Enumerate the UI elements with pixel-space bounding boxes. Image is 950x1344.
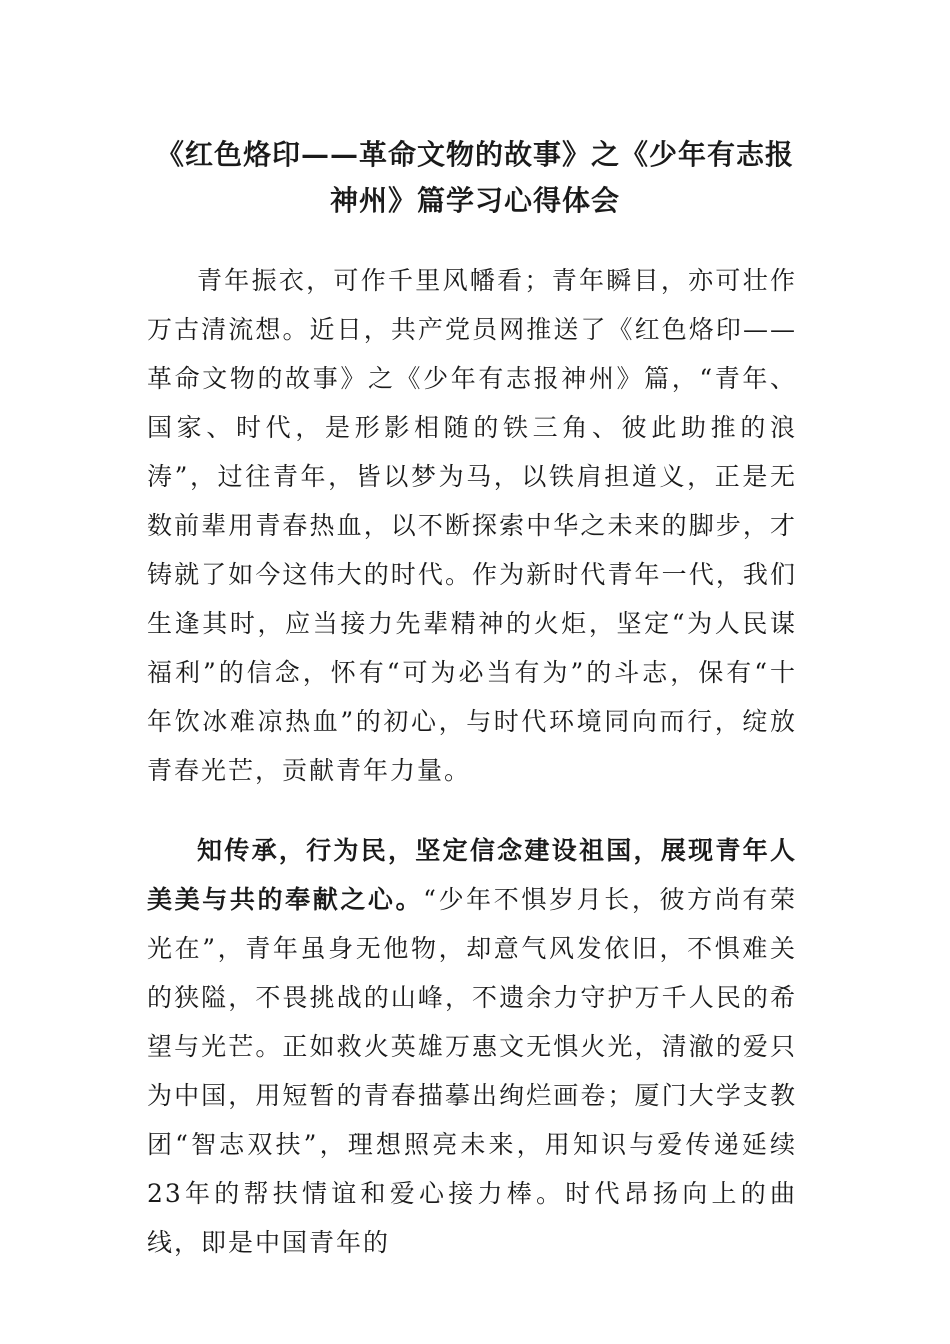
document-title: 《红色烙印——革命文物的故事》之《少年有志报神州》篇学习心得体会 [155,138,794,217]
paragraph-2-lead: 知传承，行为民，坚定信念建设祖国，展现青年人美美与共的奉献之心。 [147,836,797,914]
paragraph-2 [147,826,797,1267]
paragraph-1: 青年振衣，可作千里风幡看；青年瞬目，亦可壮作万古清流想。近日，共产党员网推送了《红色烙印——革命文物的故事》之《少年有志报神州》篇，“青年、国家、时代，是形影相随的铁三角、彼此助推的浪涛”，过往青年，皆以梦为马，以铁肩担道义，正是无数前辈用青春热血，以不断探索中华之未来的脚步，才铸就了如今这伟大的时代。作为新时代青年一代，我们生逢其时，应当接力先辈精神的火炬，坚定“为人民谋福利”的信念，怀有“可为必当有为”的斗志，保有“十年饮冰难凉热血”的初心，与时代环境同向而行，绽放青春光芒，贡献青年力量。 [147,266,797,785]
paragraph-2-body: “少年不惧岁月长，彼方尚有荣光在”，青年虽身无他物，却意气风发依旧，不惧难关的狭隘，不畏挑战的山峰，不遗余力守护万千人民的希望与光芒。正如救火英雄万惠文无惧火光，清澈的爱只为中国，用短暂的青春描摹出绚烂画卷；厦门大学支教团“智志双扶”，理想照亮未来，用知识与爱传递延续23年的帮扶情谊和爱心接力棒。时代昂扬向上的曲线，即是中国青年的 [147,885,797,1257]
